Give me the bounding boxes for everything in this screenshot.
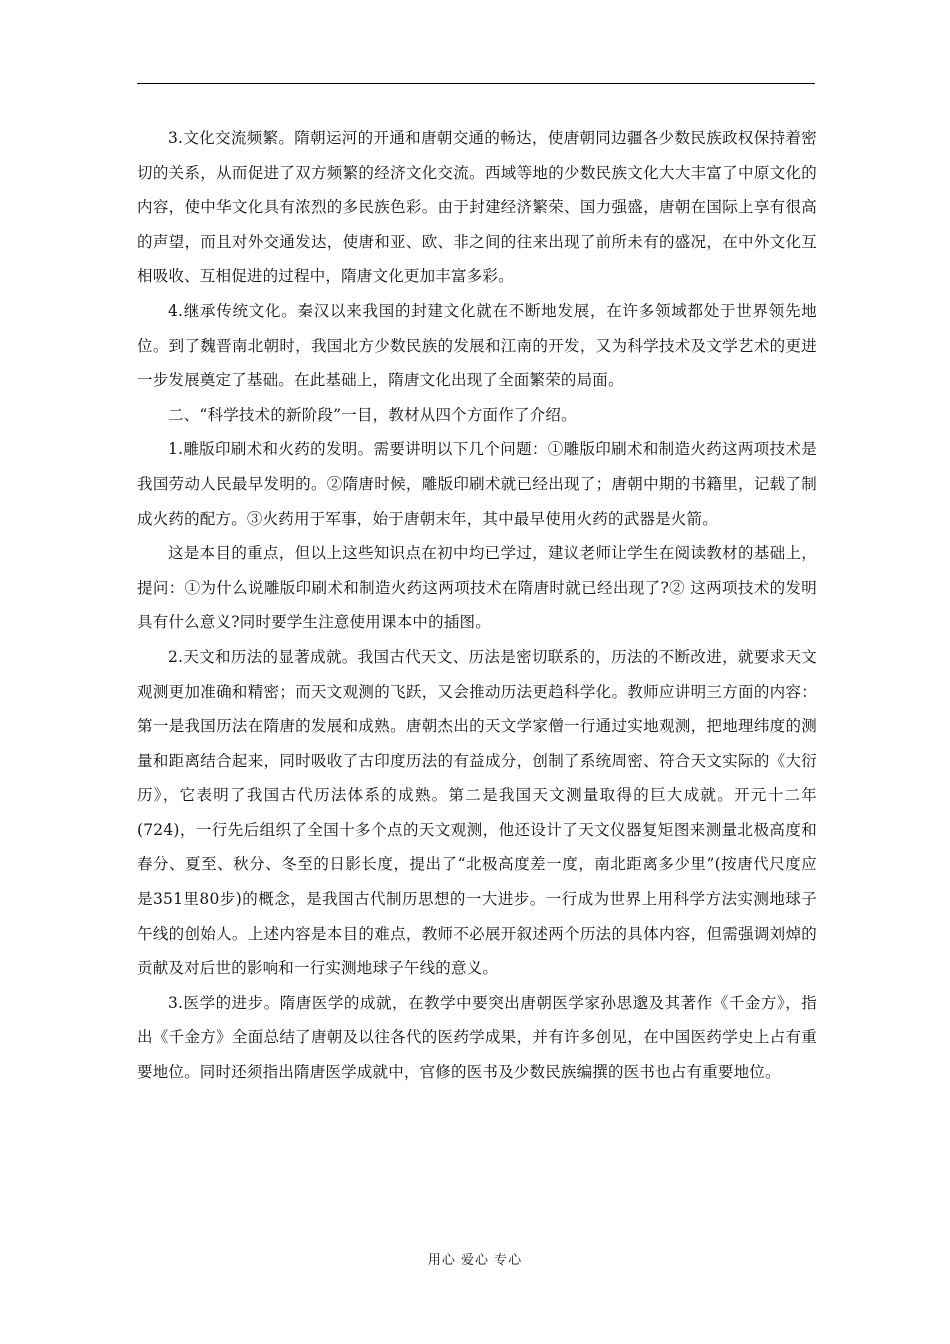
paragraph-cultural-exchange: 3.文化交流频繁。隋朝运河的开通和唐朝交通的畅达，使唐朝同边疆各少数民族政权保持着密切的关系，从而促进了双方频繁的经济文化交流。西域等地的少数民族文化大大丰富了中原文化的内容，使中华文化具有浓烈的多民族色彩。由于封建经济繁荣、国力强盛，唐朝在国际上享有很高的声望，而且对外交通发达，使唐和亚、欧、非之间的往来出现了前所未有的盛况，在中外文化互相吸收、互相促进的过程中，隋唐文化更加丰富多彩。 (137, 129, 817, 286)
header-rule (137, 83, 815, 84)
paragraph-printing-gunpowder: 1.雕版印刷术和火药的发明。需要讲明以下几个问题：①雕版印刷术和制造火药这两项技术是我国劳动人民最早发明的。②隋唐时候，雕版印刷术就已经出现了；唐朝中期的书籍里，记载了制成火药的配方。③火药用于军事，始于唐朝末年，其中最早使用火药的武器是火箭。 (137, 440, 817, 528)
paragraph-astronomy-calendar: 2.天文和历法的显著成就。我国古代天文、历法是密切联系的，历法的不断改进，就要求天文观测更加准确和精密；而天文观测的飞跃，又会推动历法更趋科学化。教师应讲明三方面的内容：第一是我国历法在隋唐的发展和成熟。唐朝杰出的天文学家僧一行通过实地观测，把地理纬度的测量和距离结合起来，同时吸收了古印度历法的有益成分，创制了系统周密、符合天文实际的《大衍历》，它表明了我国古代历法体系的成熟。第二是我国天文测量取得的巨大成就。开元十二年(724)，一行先后组织了全国十多个点的天文观测，他还设计了天文仪器复矩图来测量北极高度和春分、夏至、秋分、冬至的日影长度，提出了“北极高度差一度，南北距离多少里”(按唐代尺度应是351里80步)的概念，是我国古代制历思想的一大进步。一行成为世界上用科学方法实测地球子午线的创始人。上述内容是本目的难点，教师不必展开叙述两个历法的具体内容，但需强调刘焯的贡献及对后世的影响和一行实测地球子午线的意义。 (137, 647, 817, 978)
paragraph-teaching-focus: 这是本目的重点，但以上这些知识点在初中均已学过，建议老师让学生在阅读教材的基础上，提问：①为什么说雕版印刷术和制造火药这两项技术在隋唐时就已经出现了?② 这两项技术的发明具有什么意义?同时要学生注意使用课本中的插图。 (137, 544, 817, 632)
page-footer: 用心 爱心 专心 (427, 1253, 523, 1268)
paragraph-medicine: 3.医学的进步。隋唐医学的成就，在教学中要突出唐朝医学家孙思邈及其著作《千金方》，指出《千金方》全面总结了唐朝及以往各代的医药学成果，并有许多创见，在中国医药学史上占有重要地位。同时还须指出隋唐医学成就中，官修的医书及少数民族编撰的医书也占有重要地位。 (137, 993, 817, 1082)
paragraph-tradition: 4.继承传统文化。秦汉以来我国的封建文化就在不断地发展，在许多领域都处于世界领先地位。到了魏晋南北朝时，我国北方少数民族的发展和江南的开发，又为科学技术及文学艺术的更进一步发展奠定了基础。在此基础上，隋唐文化出现了全面繁荣的局面。 (137, 301, 817, 390)
section-heading-science: 二、“科学技术的新阶段”一目，教材从四个方面作了介绍。 (168, 405, 577, 424)
document-body (137, 121, 817, 1090)
